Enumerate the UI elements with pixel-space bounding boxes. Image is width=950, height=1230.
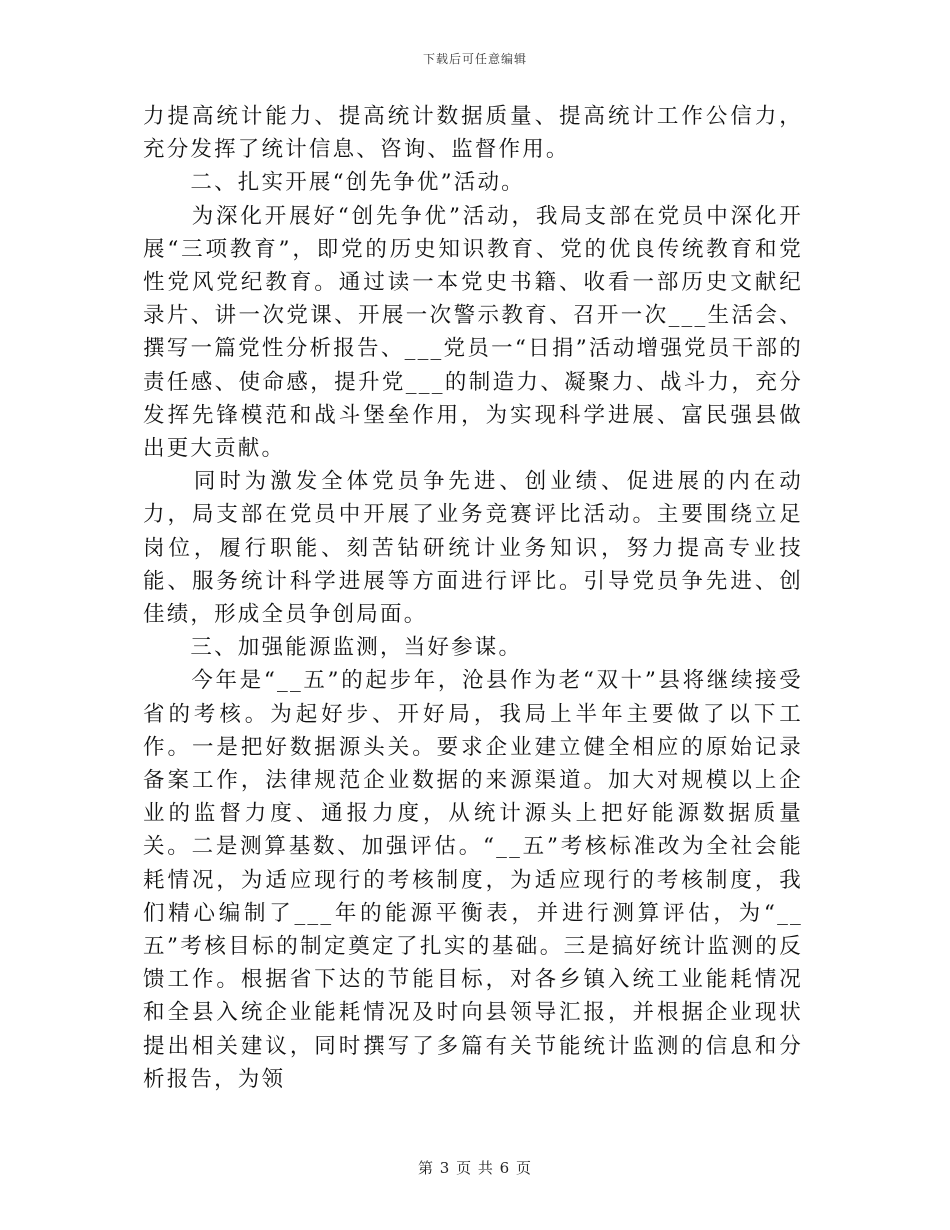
page-number: 第 3 页 共 6 页 xyxy=(418,1159,532,1177)
paragraph: 为深化开展好“创先争优”活动，我局支部在党员中深化开展“三项教育”，即党的历史知识教育、党的优良传统教育和党性党风党纪教育。通过读一本党史书籍、收看一部历史文献纪录片、讲一次党课、开展一次警示教育、召开一次___生活会、撰写一篇党性分析报告、___党员一“日捐”活动增强党员干部的责任感、使命感，提升党___的制造力、凝聚力、战斗力，充分发挥先锋模范和战斗堡垒作用，为实现科学进展、富民强县做出更大贡献。 xyxy=(143,203,803,462)
document-body xyxy=(143,100,803,1096)
page-header: 下载后可任意编辑 xyxy=(422,52,527,66)
section-heading: 二、扎实开展“创先争优”活动。 xyxy=(143,170,525,196)
section-heading: 三、加强能源监测，当好参谋。 xyxy=(143,635,523,661)
paragraph: 今年是“__五”的起步年，沧县作为老“双十”县将继续接受省的考核。为起好步、开好局，我局上半年主要做了以下工作。一是把好数据源头关。要求企业建立健全相应的原始记录备案工作，法律规范企业数据的来源渠道。加大对规模以上企业的监督力度、通报力度，从统计源头上把好能源数据质量关。二是测算基数、加强评估。“__五”考核标准改为全社会能耗情况，为适应现行的考核制度，为适应现行的考核制度，我们精心编制了___年的能源平衡表，并进行测算评估，为“__五”考核目标的制定奠定了扎实的基础。三是搞好统计监测的反馈工作。根据省下达的节能目标，对各乡镇入统工业能耗情况和全县入统企业能耗情况及时向县领导汇报，并根据企业现状提出相关建议，同时撰写了多篇有关节能统计监测的信息和分析报告，为领 xyxy=(143,668,803,1092)
paragraph: 力提高统计能力、提高统计数据质量、提高统计工作公信力，充分发挥了统计信息、咨询、监督作用。 xyxy=(143,104,803,163)
paragraph: 同时为激发全体党员争先进、创业绩、促进展的内在动力，局支部在党员中开展了业务竞赛评比活动。主要围绕立足岗位，履行职能、刻苦钻研统计业务知识，努力提高专业技能、服务统计科学进展等方面进行评比。引导党员争先进、创佳绩，形成全员争创局面。 xyxy=(143,469,803,628)
